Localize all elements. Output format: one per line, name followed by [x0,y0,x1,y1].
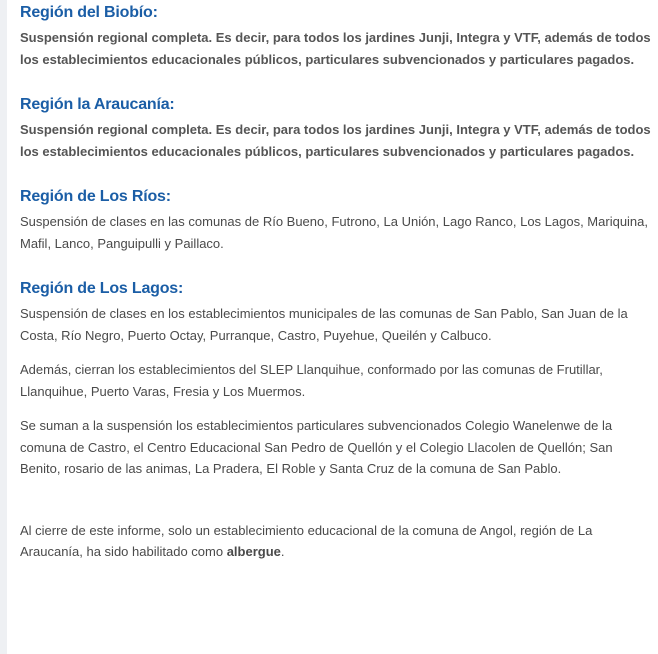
region-title: Región la Araucanía: [20,96,175,113]
closing-end: . [280,544,285,559]
region-biobio [20,2,654,70]
closing-emphasis: albergue [226,544,281,559]
region-paragraph: Además, cierran los establecimientos del SLEP Llanquihue, conformado por las comunas de Frutillar, Llanquihue, Puerto Varas, Fresia y Los Muermos. [20,362,603,399]
region-los-lagos [20,278,654,480]
closing-paragraph [20,520,654,563]
region-body: Suspensión de clases en las comunas de Río Bueno, Futrono, La Unión, Lago Ranco, Los Lagos, Mariquina, Mafil, Lanco, Panguipulli y Paillaco. [20,214,649,251]
region-los-rios [20,186,654,254]
region-title: Región de Los Lagos: [20,280,184,297]
region-body: Suspensión regional completa. Es decir, para todos los jardines Junji, Integra y VTF, además de todos los establecimientos educacionales públicos, particulares subvencionados y particulares pagados. [20,122,651,159]
region-body: Suspensión regional completa. Es decir, para todos los jardines Junji, Integra y VTF, además de todos los establecimientos educacionales públicos, particulares subvencionados y particulares pagados. [20,30,651,67]
left-border-strip [0,0,7,654]
region-paragraph: Suspensión de clases en los establecimientos municipales de las comunas de San Pablo, San Juan de la Costa, Río Negro, Puerto Octay, Purranque, Castro, Puyehue, Queilén y Calbuco. [20,306,628,343]
region-title: Región de Los Ríos: [20,188,171,205]
region-araucania [20,94,654,162]
region-paragraph: Se suman a la suspensión los establecimientos particulares subvencionados Colegio Wanelenwe de la comuna de Castro, el Centro Educacional San Pedro de Quellón y el Colegio Llacolen de Quellón; San Benito, rosario de las animas, La Pradera, El Roble y Santa Cruz de la comuna de San Pablo. [20,418,613,476]
closing-text: Al cierre de este informe, solo un establecimiento educacional de la comuna de Angol, región de La Araucanía, ha sido habilitado como [20,522,593,559]
region-title: Región del Biobío: [20,4,158,21]
article-content [20,0,654,563]
